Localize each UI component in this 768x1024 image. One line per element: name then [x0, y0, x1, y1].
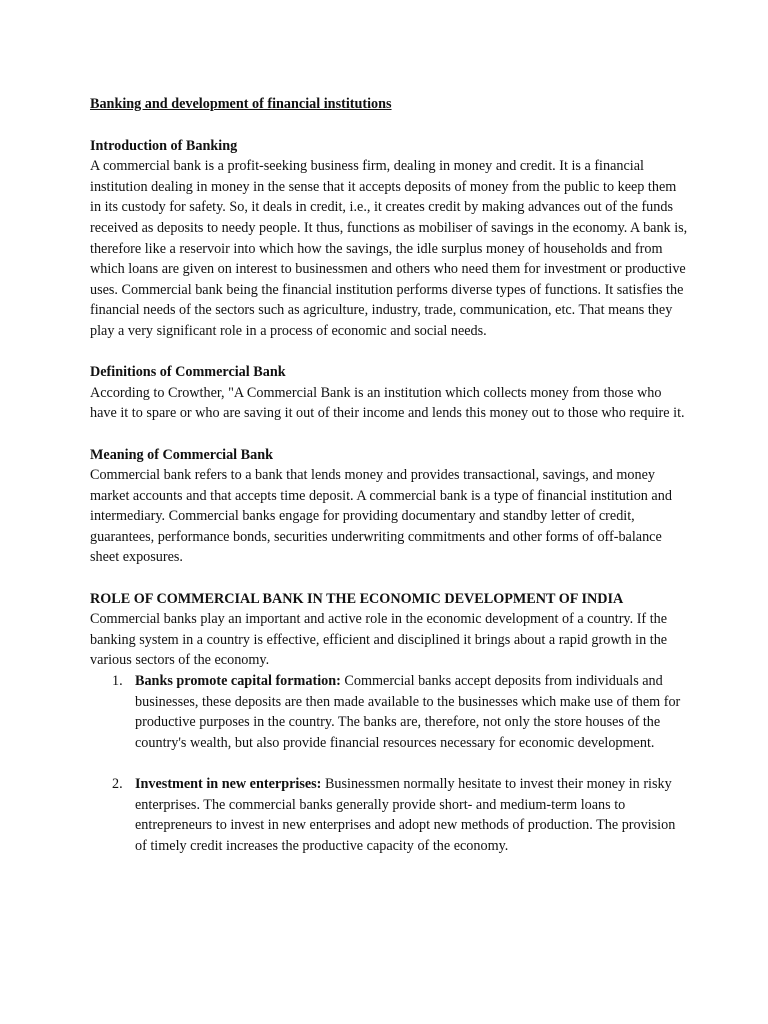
list-item-number: 2.	[112, 776, 123, 792]
list-item-text: Commercial banks accept deposits from individuals and businesses, these deposits are then made available to the businesses which make use of them for productive purposes in the country. The banks are, therefore, not only the store houses of the country's wealth, but also provide financial resources necessary for economic development.	[135, 673, 681, 751]
section-text-definitions: According to Crowther, "A Commercial Bank is an institution which collects money from those who have it to spare or who are saving it out of their income and lends this money out to those who require it.	[90, 384, 685, 422]
role-heading: ROLE OF COMMERCIAL BANK IN THE ECONOMIC DEVELOPMENT OF INDIA	[90, 590, 624, 607]
list-item-text: Businessmen normally hesitate to invest their money in risky enterprises. The commercial banks generally provide short- and medium-term loans to entrepreneurs to invest in new enterprises and adopt new methods of production. The provision of timely credit increases the productive capacity of the economy.	[135, 776, 676, 854]
section-heading-introduction: Introduction of Banking	[90, 137, 238, 154]
list-item-title: Investment in new enterprises:	[135, 776, 322, 792]
document-title: Banking and development of financial institutions	[90, 96, 392, 112]
list-item-number: 1.	[112, 673, 123, 690]
section-heading-definitions: Definitions of Commercial Bank	[90, 364, 286, 381]
section-heading-meaning: Meaning of Commercial Bank	[90, 446, 273, 463]
list-item	[90, 774, 690, 856]
document-page	[90, 94, 690, 877]
list-item	[90, 671, 690, 753]
section-text-introduction: A commercial bank is a profit-seeking business firm, dealing in money and credit. It is a financial institution dealing in money in the sense that it accepts deposits of money from the public to keep them in its custody for safety. So, it deals in credit, i.e., it creates credit by making advances out of the funds received as deposits to needy people. It thus, functions as mobiliser of savings in the economy. A bank is, therefore like a reservoir into which how the savings, the idle surplus money of households and from which loans are given on interest to businessmen and others who need them for investment or productive uses. Commercial bank being the financial institution performs diverse types of functions. It satisfies the financial needs of the sectors such as agriculture, industry, trade, communication, etc. That means they play a very significant role in a process of economic and social needs.	[90, 158, 688, 339]
role-intro: Commercial banks play an important and active role in the economic development of a country. If the banking system in a country is effective, efficient and disciplined it brings about a rapid growth in the various sectors of the economy.	[90, 611, 668, 669]
section-text-meaning: Commercial bank refers to a bank that lends money and provides transactional, savings, and money market accounts and that accepts time deposit. A commercial bank is a type of financial institution and intermediary. Commercial banks engage for providing documentary and standby letter of credit, guarantees, performance bonds, securities underwriting commitments and other forms of off-balance sheet exposures.	[90, 467, 672, 566]
role-list	[90, 671, 690, 856]
list-item-title: Banks promote capital formation:	[135, 673, 341, 690]
